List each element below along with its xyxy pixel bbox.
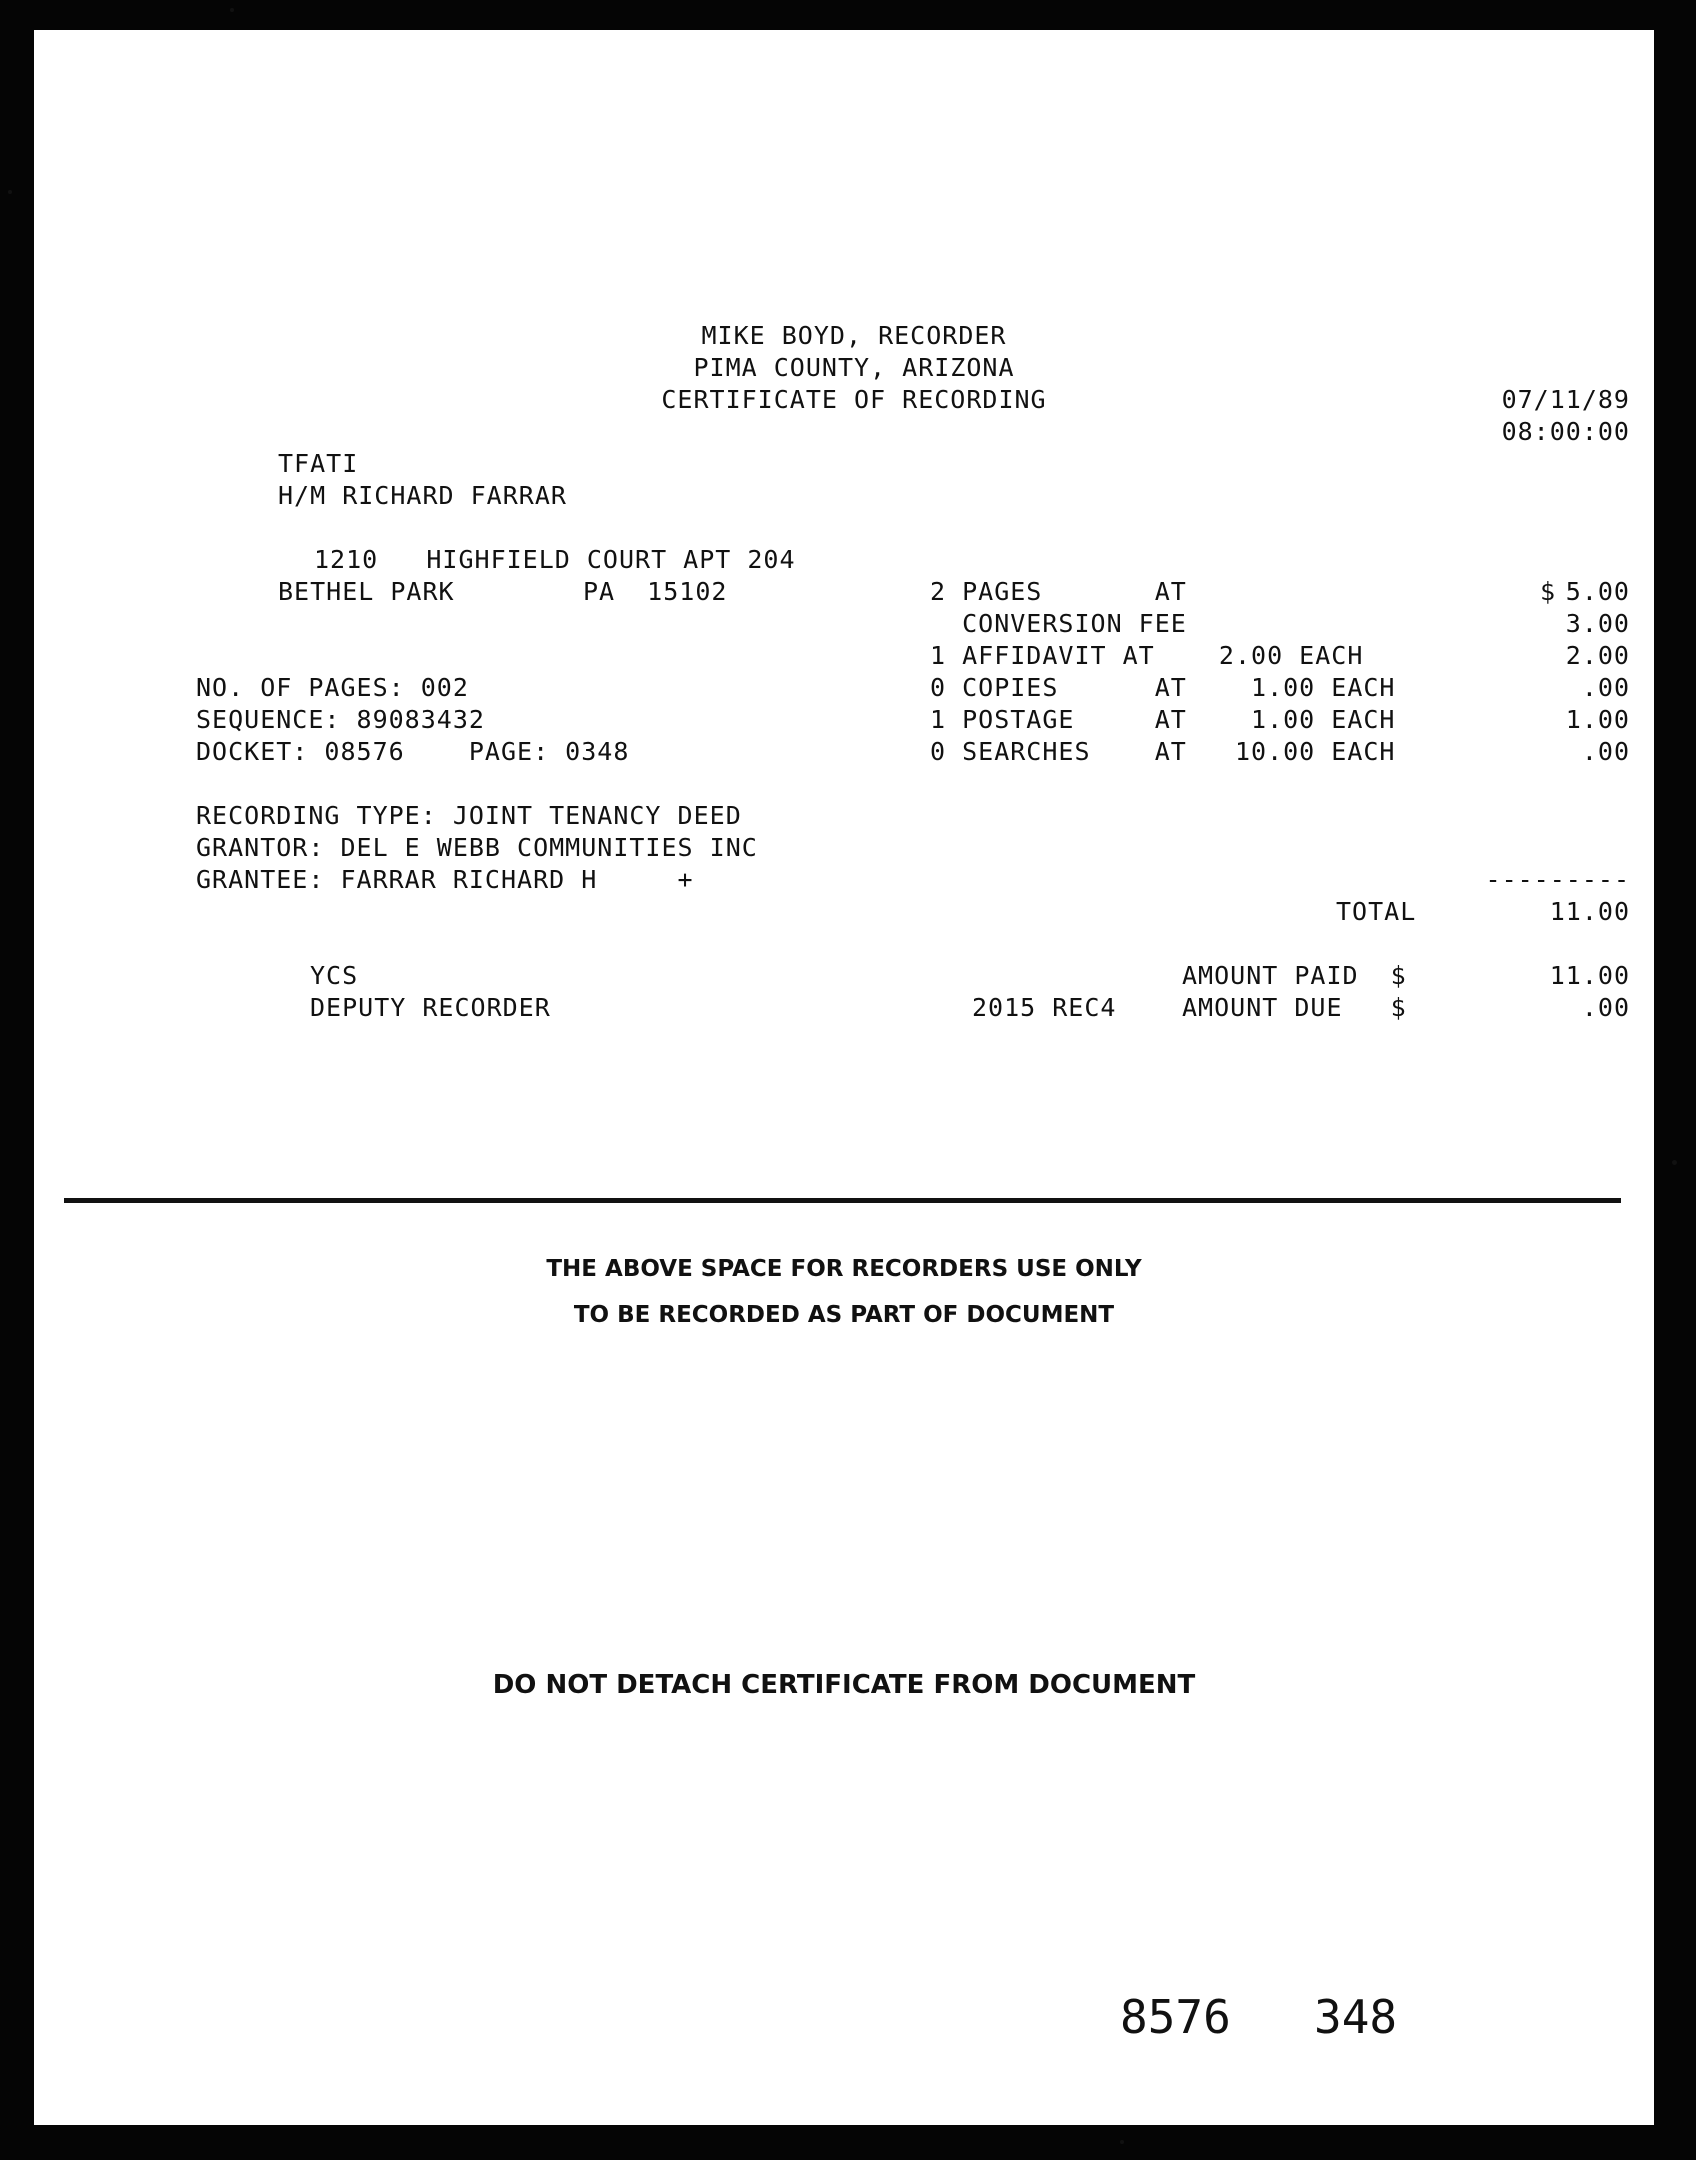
recorders-use-notice: THE ABOVE SPACE FOR RECORDERS USE ONLY	[546, 1256, 1142, 1282]
fee-line-desc: 1 AFFIDAVIT AT 2.00 EACH	[930, 641, 1364, 670]
party-name: H/M RICHARD FARRAR	[278, 481, 567, 510]
amount-due-label: AMOUNT DUE $	[1182, 993, 1407, 1022]
certificate-title: CERTIFICATE OF RECORDING	[661, 385, 1047, 414]
amount-paid: 11.00	[1549, 961, 1630, 990]
number-of-pages: NO. OF PAGES: 002	[196, 673, 469, 702]
fee-line-amount: 5.00	[1565, 577, 1630, 606]
recording-certificate-page	[34, 30, 1654, 2125]
recording-type: RECORDING TYPE: JOINT TENANCY DEED	[196, 801, 742, 830]
fee-line-desc: 0 COPIES AT 1.00 EACH	[930, 673, 1396, 702]
amount-due: .00	[1581, 993, 1630, 1022]
scan-speck	[1672, 1160, 1677, 1165]
scan-speck	[1120, 2140, 1124, 2144]
total-label: TOTAL	[1336, 897, 1417, 926]
party-city: BETHEL PARK PA 15102	[278, 577, 728, 606]
fee-line-amount: 3.00	[1565, 609, 1630, 638]
recorder-space-divider	[64, 1198, 1621, 1203]
sequence-number: SEQUENCE: 89083432	[196, 705, 485, 734]
record-date: 07/11/89	[1501, 385, 1630, 414]
fee-line-amount: .00	[1581, 673, 1630, 702]
fee-line-amount: 1.00	[1565, 705, 1630, 734]
party-street: 1210 HIGHFIELD COURT APT 204	[314, 545, 796, 574]
stamp-page-number: 348	[1314, 1990, 1398, 2044]
record-time: 08:00:00	[1501, 417, 1630, 446]
grantor: GRANTOR: DEL E WEBB COMMUNITIES INC	[196, 833, 758, 862]
fee-line-amount: .00	[1581, 737, 1630, 766]
scan-speck	[8, 190, 12, 194]
record-part-notice: TO BE RECORDED AS PART OF DOCUMENT	[573, 1302, 1115, 1328]
fee-line-amount: 2.00	[1565, 641, 1630, 670]
fee-line-desc: 0 SEARCHES AT 10.00 EACH	[930, 737, 1396, 766]
party-code: TFATI	[278, 449, 359, 478]
grantee: GRANTEE: FARRAR RICHARD H +	[196, 865, 694, 894]
scan-speck	[230, 8, 234, 12]
clerk-title: DEPUTY RECORDER	[310, 993, 551, 1022]
fee-line-desc: 2 PAGES AT $	[930, 577, 1556, 606]
do-not-detach-notice: DO NOT DETACH CERTIFICATE FROM DOCUMENT	[492, 1670, 1196, 1700]
fee-line-desc: 1 POSTAGE AT 1.00 EACH	[930, 705, 1396, 734]
register-code: 2015 REC4	[972, 993, 1117, 1022]
fee-line-desc: CONVERSION FEE	[930, 609, 1187, 638]
amount-paid-label: AMOUNT PAID $	[1182, 961, 1407, 990]
stamp-docket-number: 8576	[1120, 1990, 1231, 2044]
total-amount: 11.00	[1549, 897, 1630, 926]
recorder-name: MIKE BOYD, RECORDER	[701, 321, 1007, 350]
docket-page: DOCKET: 08576 PAGE: 0348	[196, 737, 630, 766]
county-name: PIMA COUNTY, ARIZONA	[693, 353, 1015, 382]
clerk-initials: YCS	[310, 961, 359, 990]
total-divider: ---------	[1485, 865, 1630, 894]
